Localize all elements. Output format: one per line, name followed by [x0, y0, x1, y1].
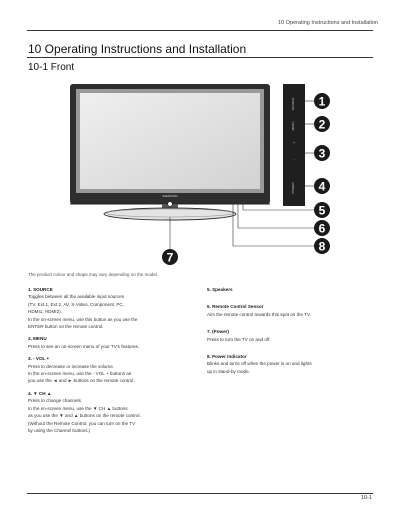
- svg-text:SOURCE: SOURCE: [291, 97, 295, 111]
- brand-logo: SAMSUNG: [162, 194, 178, 198]
- item-channel: 4. ▼ CH ▲ Press to change channels. In the on-screen menu, use the ▼ CH ▲ buttons as you use the ▼ and ▲ buttons on the remote control. (Without the Remote Control, you can turn on the TV by using the Channel buttons.): [28, 390, 141, 433]
- item-power-indicator: 8. Power Indicator Blinks and turns off when the power is on and lights up in stand-by mode.: [207, 354, 312, 374]
- callout-6: [314, 220, 330, 236]
- callout-2: [314, 116, 330, 132]
- svg-text:2: 2: [318, 117, 326, 132]
- tv-screen: [80, 93, 260, 189]
- subsection-title: 10-1 Front: [28, 62, 75, 73]
- callout-5: [314, 202, 330, 218]
- item-speakers: 5. Speakers: [207, 287, 233, 292]
- svg-text:7: 7: [166, 250, 174, 265]
- svg-text:POWER: POWER: [291, 182, 295, 194]
- section-title: 10 Operating Instructions and Installation: [28, 42, 247, 56]
- left-description-column: [28, 286, 198, 439]
- callout-7: [162, 249, 178, 265]
- svg-text:6: 6: [318, 221, 326, 236]
- item-power: 7. (Power) Press to turn the TV on and off.: [207, 329, 271, 342]
- tv-front-figure: [0, 80, 400, 270]
- svg-text:3: 3: [318, 146, 326, 161]
- callout-4: [314, 178, 330, 194]
- figure-caption: The product colour and shape may vary depending on the model.: [28, 272, 159, 277]
- callout-3: [314, 145, 330, 161]
- svg-text:-: -: [293, 156, 295, 161]
- svg-text:1: 1: [318, 94, 326, 109]
- svg-text:+: +: [292, 140, 296, 145]
- header-rule: [27, 30, 373, 31]
- right-description-column: [207, 286, 375, 380]
- page-number: 10-1: [360, 495, 372, 501]
- footer-rule: [27, 493, 373, 494]
- svg-text:8: 8: [318, 239, 326, 254]
- item-remote-sensor: 6. Remote Control Sensor Aim the remote control towards this spot on the TV.: [207, 304, 311, 317]
- callout-8: [314, 238, 330, 254]
- item-source: 1. SOURCE Toggles between all the available input sources (TV, Ext.1, Ext.2, AV, S-Video, Component, PC, HDMI1, HDMI2). In the on-screen menu, use this button as you use the ENTER button on the remote control.: [28, 287, 138, 330]
- power-button-icon: [168, 202, 173, 207]
- svg-text:4: 4: [318, 179, 326, 194]
- svg-text:MENU: MENU: [291, 121, 295, 131]
- section-rule: [27, 57, 373, 58]
- svg-text:5: 5: [318, 203, 326, 218]
- item-menu: 2. MENU Press to see an on-screen menu of your TV's features.: [28, 336, 140, 349]
- callout-1: [314, 93, 330, 109]
- item-volume: 3. - VOL + Press to decrease or increase the volume. In the on-screen menu, use the - VOL + buttons as you use the ◄ and ► buttons on the remote control.: [28, 356, 135, 384]
- running-header: 10 Operating Instructions and Installation: [278, 20, 378, 26]
